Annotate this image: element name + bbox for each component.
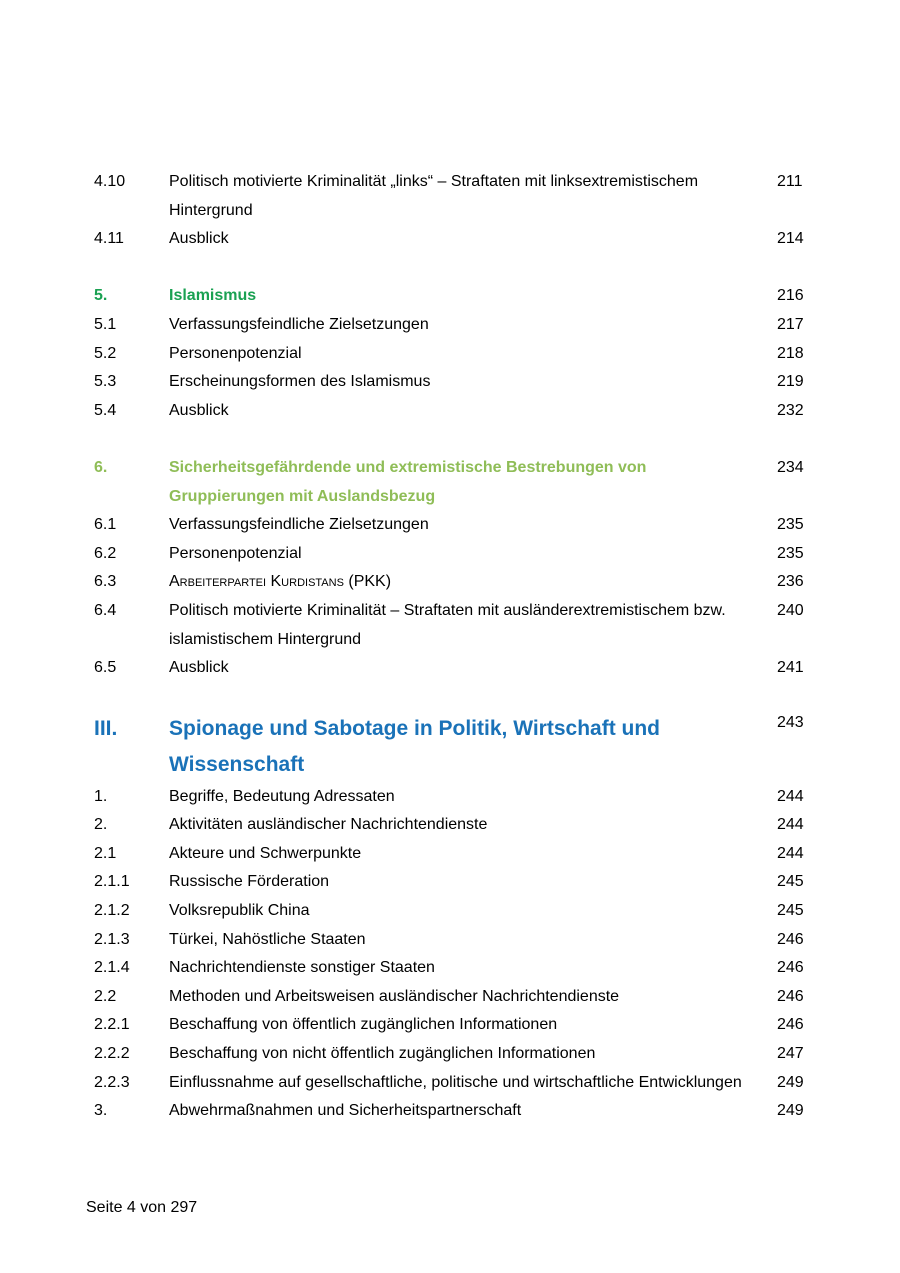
toc-entry-number: 6.2 xyxy=(94,544,117,562)
toc-entry-title: Ausblick xyxy=(169,230,229,248)
toc-entry-title: Begriffe, Bedeutung Adressaten xyxy=(169,787,395,805)
toc-part-number: III. xyxy=(94,716,118,740)
toc-entry-4-11[interactable] xyxy=(0,225,900,254)
toc-entry-page: 211 xyxy=(777,173,803,190)
toc-entry-1[interactable] xyxy=(0,783,900,812)
toc-entry-number: 6.1 xyxy=(94,516,117,534)
toc-entry-title: Personenpotenzial xyxy=(169,544,302,562)
toc-entry-number: 2.2.1 xyxy=(94,1016,130,1034)
toc-entry-title: Abwehrmaßnahmen und Sicherheitspartnerschaft xyxy=(169,1102,522,1120)
toc-entry-number: 4.11 xyxy=(94,230,124,248)
toc-entry-number: 2.1.3 xyxy=(94,930,130,948)
toc-part-title: Spionage und Sabotage in Politik, Wirtschaft und Wissenschaft xyxy=(169,716,660,776)
toc-entry-page: 232 xyxy=(777,401,804,419)
toc-entry-page: 249 xyxy=(777,1102,804,1120)
toc-entry-number: 6.4 xyxy=(94,601,117,619)
toc-entry-title: Nachrichtendienste sonstiger Staaten xyxy=(169,959,435,977)
toc-chapter-6[interactable] xyxy=(0,454,900,511)
toc-entry-number: 2.1.1 xyxy=(94,873,130,891)
section-spacer xyxy=(0,683,900,711)
toc-entry-2-2-1[interactable] xyxy=(0,1011,900,1040)
toc-entry-title: Arbeiterpartei Kurdistans (PKK) xyxy=(169,573,392,591)
toc-entry-page: 249 xyxy=(777,1073,804,1091)
toc-entry-page: 244 xyxy=(777,816,804,834)
toc-entry-number: 5.4 xyxy=(94,401,117,419)
toc-entry-title: Erscheinungsformen des Islamismus xyxy=(169,373,431,391)
toc-chapter-5[interactable] xyxy=(0,282,900,311)
toc-entry-2-2-2[interactable] xyxy=(0,1040,900,1069)
section-spacer xyxy=(0,425,900,454)
toc-entry-page: 216 xyxy=(777,287,804,305)
toc-entry-5-1[interactable] xyxy=(0,311,900,340)
toc-entry-6-1[interactable] xyxy=(0,511,900,540)
toc-entry-page: 241 xyxy=(777,659,804,677)
toc-entry-number: 2.2.2 xyxy=(94,1045,130,1063)
toc-entry-page: 246 xyxy=(777,959,804,977)
toc-entry-page: 244 xyxy=(777,844,804,862)
toc-entry-page: 236 xyxy=(777,573,804,591)
toc-entry-2-1-1[interactable] xyxy=(0,868,900,897)
toc-entry-number: 2.2 xyxy=(94,987,117,1005)
toc-entry-3[interactable] xyxy=(0,1097,900,1126)
toc-chapter-number: 5. xyxy=(94,287,108,305)
toc-chapter-title: Sicherheitsgefährdende und extremistische Bestrebungen von Gruppierungen mit Auslandsbezug xyxy=(169,458,647,505)
toc-entry-2[interactable] xyxy=(0,811,900,840)
toc-entry-page: 218 xyxy=(777,344,804,362)
toc-entry-number: 2.1.2 xyxy=(94,902,130,920)
toc-entry-page: 246 xyxy=(777,987,804,1005)
toc-entry-title: Beschaffung von öffentlich zugänglichen Informationen xyxy=(169,1016,558,1034)
toc-entry-number: 6.5 xyxy=(94,659,117,677)
toc-entry-page: 214 xyxy=(777,230,804,248)
toc-entry-title: Methoden und Arbeitsweisen ausländischer Nachrichtendienste xyxy=(169,987,620,1005)
toc-entry-title: Beschaffung von nicht öffentlich zugänglichen Informationen xyxy=(169,1045,596,1063)
toc-entry-6-3[interactable] xyxy=(0,568,900,597)
toc-entry-title: Akteure und Schwerpunkte xyxy=(169,844,362,862)
page-footer: Seite 4 von 297 xyxy=(86,1199,198,1216)
section-spacer xyxy=(0,254,900,283)
toc-entry-title: Aktivitäten ausländischer Nachrichtendienste xyxy=(169,816,488,834)
toc-entry-6-4[interactable] xyxy=(0,597,900,654)
toc-entry-title: Türkei, Nahöstliche Staaten xyxy=(169,930,366,948)
toc-entry-5-3[interactable] xyxy=(0,368,900,397)
toc-entry-number: 5.1 xyxy=(94,315,117,333)
toc-entry-number: 6.3 xyxy=(94,573,117,591)
toc-entry-number: 4.10 xyxy=(94,173,126,190)
toc-entry-2-1-3[interactable] xyxy=(0,926,900,955)
toc-entry-title: Ausblick xyxy=(169,659,229,677)
toc-entry-title: Politisch motivierte Kriminalität „links“ – Straftaten mit linksextremistischem Hintergrund xyxy=(169,173,699,219)
table-of-contents xyxy=(0,168,900,1126)
toc-entry-page: 240 xyxy=(777,601,804,619)
toc-entry-title: Ausblick xyxy=(169,401,229,419)
toc-entry-4-10[interactable] xyxy=(0,168,900,225)
toc-entry-page: 234 xyxy=(777,458,804,476)
toc-part-III[interactable] xyxy=(0,711,900,783)
toc-entry-page: 247 xyxy=(777,1045,804,1063)
toc-entry-number: 2.1.4 xyxy=(94,959,130,977)
toc-entry-number: 3. xyxy=(94,1102,108,1120)
toc-entry-2-2[interactable] xyxy=(0,983,900,1012)
toc-entry-2-2-3[interactable] xyxy=(0,1069,900,1098)
toc-entry-number: 2.2.3 xyxy=(94,1073,130,1091)
toc-entry-title: Personenpotenzial xyxy=(169,344,302,362)
toc-entry-6-5[interactable] xyxy=(0,654,900,683)
toc-entry-page: 246 xyxy=(777,1016,804,1034)
toc-entry-page: 245 xyxy=(777,873,804,891)
toc-entry-number: 5.2 xyxy=(94,344,117,362)
toc-chapter-number: 6. xyxy=(94,458,108,476)
toc-entry-number: 2. xyxy=(94,816,108,834)
toc-entry-page: 245 xyxy=(777,902,804,920)
toc-entry-title: Einflussnahme auf gesellschaftliche, politische und wirtschaftliche Entwicklungen xyxy=(169,1073,742,1091)
toc-entry-title: Politisch motivierte Kriminalität – Straftaten mit ausländerextremistischem bzw. islamistischem Hintergrund xyxy=(169,601,726,648)
toc-entry-page: 246 xyxy=(777,930,804,948)
toc-entry-page: 235 xyxy=(777,544,804,562)
toc-entry-2-1-2[interactable] xyxy=(0,897,900,926)
toc-entry-page: 235 xyxy=(777,516,804,534)
toc-entry-number: 2.1 xyxy=(94,844,117,862)
toc-entry-title: Verfassungsfeindliche Zielsetzungen xyxy=(169,315,429,333)
toc-entry-number: 1. xyxy=(94,787,108,805)
toc-entry-2-1-4[interactable] xyxy=(0,954,900,983)
toc-entry-page: 217 xyxy=(777,315,804,333)
toc-entry-page: 243 xyxy=(777,713,804,731)
toc-entry-5-2[interactable] xyxy=(0,340,900,369)
toc-entry-6-2[interactable] xyxy=(0,540,900,569)
toc-entry-page: 219 xyxy=(777,373,804,391)
toc-chapter-title: Islamismus xyxy=(169,287,257,305)
toc-entry-number: 5.3 xyxy=(94,373,117,391)
toc-entry-5-4[interactable] xyxy=(0,397,900,426)
toc-entry-page: 244 xyxy=(777,787,804,805)
toc-entry-title: Russische Förderation xyxy=(169,873,330,891)
toc-entry-title: Verfassungsfeindliche Zielsetzungen xyxy=(169,516,429,534)
toc-entry-2-1[interactable] xyxy=(0,840,900,869)
toc-entry-title: Volksrepublik China xyxy=(169,902,310,920)
